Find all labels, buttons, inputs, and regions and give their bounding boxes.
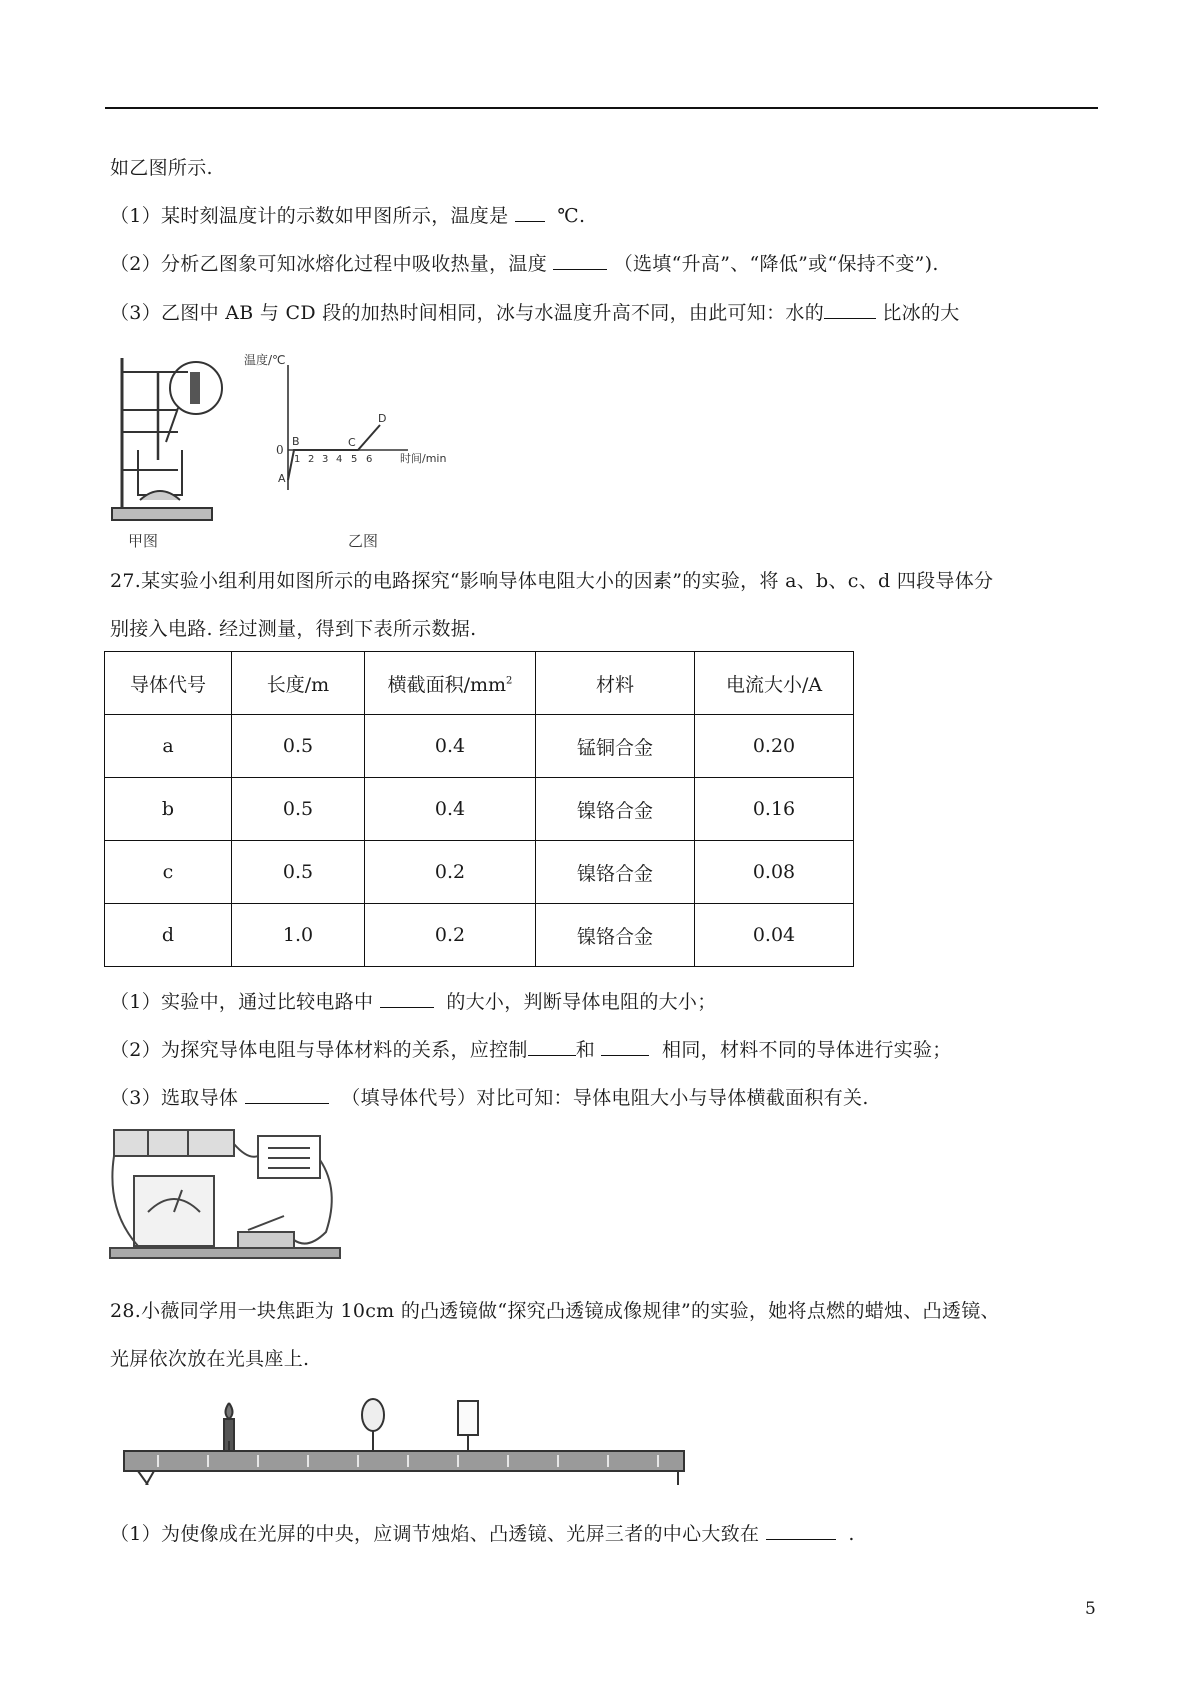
table-header: 长度/m — [232, 652, 365, 715]
table-cell: c — [105, 841, 232, 904]
table-cell: 镍铬合金 — [536, 778, 695, 841]
table-cell: 0.4 — [365, 715, 536, 778]
q27-part3: （3）选取导体 （填导体代号）对比可知：导体电阻大小与导体横截面积有关. — [110, 1087, 869, 1109]
graph-tick: 1 — [294, 454, 301, 465]
answer-blank[interactable] — [766, 1521, 836, 1540]
answer-blank[interactable] — [528, 1037, 576, 1056]
answer-blank[interactable] — [245, 1085, 329, 1104]
table-cell: b — [105, 778, 232, 841]
graph-point-label: D — [378, 412, 387, 425]
optical-bench-illustration — [118, 1395, 698, 1485]
q27-stem-line2: 别接入电路. 经过测量，得到下表所示数据. — [110, 618, 477, 640]
graph-tick: 3 — [322, 454, 329, 465]
table-cell: 0.2 — [365, 904, 536, 967]
graph-tick: 4 — [336, 454, 343, 465]
table-cell: a — [105, 715, 232, 778]
table-cell: 0.04 — [695, 904, 854, 967]
table-row — [105, 715, 854, 778]
circuit-photo-illustration — [108, 1120, 368, 1272]
table-cell: 镍铬合金 — [536, 841, 695, 904]
q27-part2: （2）为探究导体电阻与导体材料的关系，应控制 和 相同，材料不同的导体进行实验； — [110, 1039, 952, 1061]
q26-intro: 如乙图所示. — [110, 157, 213, 179]
q27-stem-line1: 27.某实验小组利用如图所示的电路探究“影响导体电阻大小的因素”的实验，将 a、b、c、d 四段导体分 — [110, 570, 994, 592]
q26-part3: （3）乙图中 AB 与 CD 段的加热时间相同，冰与水温度升高不同，由此可知：水的 比冰的大 — [110, 302, 960, 324]
table-cell: 0.2 — [365, 841, 536, 904]
answer-blank[interactable] — [824, 300, 876, 319]
graph-ylabel: 温度/℃ — [244, 353, 286, 367]
q28-stem-line1: 28.小薇同学用一块焦距为 10cm 的凸透镜做“探究凸透镜成像规律”的实验，她将点燃的蜡烛、凸透镜、 — [110, 1300, 1000, 1322]
table-cell: 镍铬合金 — [536, 904, 695, 967]
figure-caption-jia: 甲图 — [128, 532, 159, 550]
table-cell: d — [105, 904, 232, 967]
answer-blank[interactable] — [515, 203, 545, 222]
q26-part2: （2）分析乙图象可知冰熔化过程中吸收热量，温度 （选填“升高”、“降低”或“保持不变”). — [110, 253, 939, 275]
melting-curve-graph — [288, 365, 408, 490]
table-header: 横截面积$/mm^2$ — [365, 652, 536, 715]
table-cell: 0.16 — [695, 778, 854, 841]
graph-tick: 2 — [308, 454, 315, 465]
answer-blank[interactable] — [601, 1037, 649, 1056]
q28-stem-line2: 光屏依次放在光具座上. — [110, 1348, 310, 1370]
thermometer-apparatus-illustration — [112, 358, 222, 520]
graph-tick: 5 — [351, 454, 358, 465]
graph-point-label: B — [292, 435, 300, 448]
table-cell: 0.5 — [232, 715, 365, 778]
graph-tick: 6 — [366, 454, 373, 465]
page-number: 5 — [1085, 1599, 1096, 1619]
table-header: 材料 — [536, 652, 695, 715]
figure-caption-yi: 乙图 — [348, 532, 379, 550]
graph-origin: 0 — [276, 443, 284, 457]
table-header: 电流大小/A — [695, 652, 854, 715]
graph-point-label: A — [278, 472, 286, 485]
table-header: 导体代号 — [105, 652, 232, 715]
answer-blank[interactable] — [553, 251, 607, 270]
table-cell: 0.4 — [365, 778, 536, 841]
graph-point-label: C — [348, 436, 356, 449]
table-cell: 锰铜合金 — [536, 715, 695, 778]
q26-figure — [108, 350, 468, 550]
table-header-row — [105, 652, 854, 715]
header-rule — [105, 107, 1098, 109]
resistance-data-table — [104, 651, 854, 967]
table-cell: 0.5 — [232, 778, 365, 841]
q26-part1: （1）某时刻温度计的示数如甲图所示，温度是 ℃. — [110, 205, 586, 227]
table-cell: 1.0 — [232, 904, 365, 967]
graph-xlabel: 时间/min — [400, 452, 447, 465]
table-row — [105, 841, 854, 904]
table-cell: 0.5 — [232, 841, 365, 904]
table-cell: 0.08 — [695, 841, 854, 904]
answer-blank[interactable] — [380, 989, 434, 1008]
table-row — [105, 778, 854, 841]
table-cell: 0.20 — [695, 715, 854, 778]
table-row — [105, 904, 854, 967]
q28-part1: （1）为使像成在光屏的中央，应调节烛焰、凸透镜、光屏三者的中心大致在 . — [110, 1523, 855, 1545]
q27-part1: （1）实验中，通过比较电路中 的大小，判断导体电阻的大小； — [110, 991, 717, 1013]
